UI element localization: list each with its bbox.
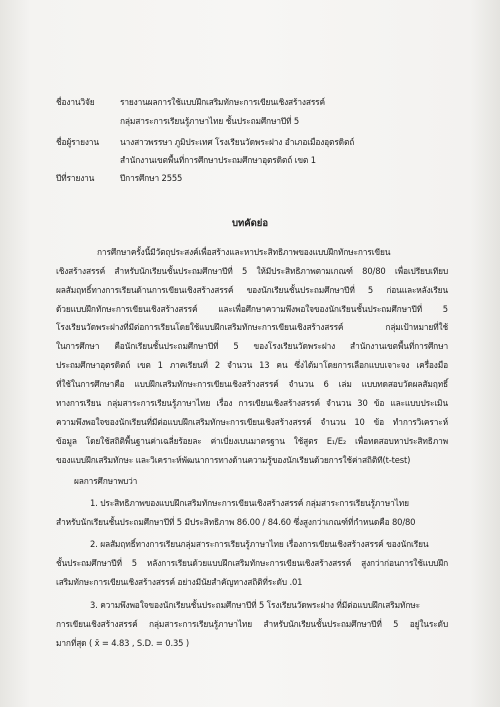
reporter-label: ชื่อผู้รายงาน <box>56 137 99 147</box>
result-2-line-1: 2. ผลสัมฤทธิ์ทางการเรียนกลุ่มสาระการเรียนรู้ภาษาไทย เรื่องการเขียนเชิงสร้างสรรค์ ของนักเรียน <box>90 539 429 549</box>
abstract-line-10: ความพึงพอใจของนักเรียนที่มีต่อแบบฝึกเสริมทักษะการเขียนเชิงสร้างสรรค์ จำนวน 10 ข้อ ทำการวิเคราะห์ <box>56 417 448 427</box>
result-2-line-3: เสริมทักษะการเขียนเชิงสร้างสรรค์ อย่างมีนัยสำคัญทางสถิติที่ระดับ .01 <box>56 577 303 587</box>
research-title-label: ชื่องานวิจัย <box>56 97 95 107</box>
reporter-line-2: สำนักงานเขตพื้นที่การศึกษาประถมศึกษาอุตรดิตถ์ เขต 1 <box>120 155 316 165</box>
abstract-line-9: ทางการเรียน กลุ่มสาระการเรียนรู้ภาษาไทย เรื่อง การเขียนเชิงสร้างสรรค์ จำนวน 30 ข้อ และแบบประเมิน <box>56 398 448 408</box>
abstract-line-5: โรงเรียนวัดพระฝางที่มีต่อการเรียนโดยใช้แบบฝึกเสริมทักษะการเขียนเชิงสร้างสรรค์ กลุ่มเป้าหมายที่ใช้ <box>56 322 448 332</box>
abstract-line-12: ของแบบฝึกเสริมทักษะ และวิเคราะห์พัฒนาการทางด้านความรู้ของนักเรียนด้วยการใช้ค่าสถิติที(t-test) <box>56 455 411 465</box>
research-title-line-1: รายงานผลการใช้แบบฝึกเสริมทักษะการเขียนเชิงสร้างสรรค์ <box>120 97 325 107</box>
abstract-line-4: ด้วยแบบฝึกทักษะการเขียนเชิงสร้างสรรค์ และเพื่อศึกษาความพึงพอใจของนักเรียนชั้นประถมศึกษาปีที่ 5 <box>56 304 448 314</box>
results-heading: ผลการศึกษาพบว่า <box>74 476 138 486</box>
abstract-line-8: ที่ใช้ในการศึกษาคือ แบบฝึกเสริมทักษะการเขียนเชิงสร้างสรรค์ จำนวน 6 เล่ม แบบทดสอบวัดผลสัมฤทธิ์ <box>56 379 448 389</box>
abstract-line-11: ข้อมูล โดยใช้สถิติพื้นฐานค่าเฉลี่ยร้อยละ ค่าเบี่ยงเบนมาตรฐาน ใช้สูตร E₁/E₂ เพื่อทดสอบหาประสิทธิภาพ <box>56 436 448 446</box>
result-3-line-1: 3. ความพึงพอใจของนักเรียนชั้นประถมศึกษาปีที่ 5 โรงเรียนวัดพระฝาง ที่มีต่อแบบฝึกเสริมทักษะ <box>90 600 420 610</box>
result-2-line-2: ชั้นประถมศึกษาปีที่ 5 หลังการเรียนด้วยแบบฝึกเสริมทักษะการเขียนเชิงสร้างสรรค์ สูงกว่าก่อนการใช้แบบฝึก <box>56 558 448 568</box>
result-1-line-2: สำหรับนักเรียนชั้นประถมศึกษาปีที่ 5 มีประสิทธิภาพ 86.00 / 84.60 ซึ่งสูงกว่าเกณฑ์ที่กำหนดคือ 80/80 <box>56 517 416 527</box>
abstract-title: บทคัดย่อ <box>231 218 269 229</box>
abstract-line-3: ผลสัมฤทธิ์ทางการเรียนด้านการเขียนเชิงสร้างสรรค์ ของนักเรียนชั้นประถมศึกษาปีที่ 5 ก่อนและหลังเรียน <box>56 285 448 295</box>
report-year-value: ปีการศึกษา 2555 <box>120 173 183 183</box>
abstract-line-1: การศึกษาครั้งนี้มีวัตถุประสงค์เพื่อสร้างและหาประสิทธิภาพของแบบฝึกทักษะการเขียน <box>97 247 391 257</box>
abstract-line-6: ในการศึกษา คือนักเรียนชั้นประถมศึกษาปีที่ 5 ของโรงเรียนวัดพระฝาง สำนักงานเขตพื้นที่การศึกษา <box>56 341 448 351</box>
report-year-label: ปีที่รายงาน <box>56 173 95 183</box>
result-3-line-2: การเขียนเชิงสร้างสรรค์ กลุ่มสาระการเรียนรู้ภาษาไทย สำหรับนักเรียนชั้นประถมศึกษาปีที่ 5 อยู่ในระดับ <box>56 619 448 629</box>
abstract-line-7: ประถมศึกษาอุตรดิตถ์ เขต 1 ภาคเรียนที่ 2 จำนวน 13 คน ซึ่งได้มาโดยการเลือกแบบเจาะจง เครื่องมือ <box>56 360 448 370</box>
result-3-line-3: มากที่สุด ( x̄ = 4.83 , S.D. = 0.35 ) <box>56 638 189 648</box>
abstract-line-2: เชิงสร้างสรรค์ สำหรับนักเรียนชั้นประถมศึกษาปีที่ 5 ให้มีประสิทธิภาพตามเกณฑ์ 80/80 เพื่อเปรียบเทียบ <box>56 266 448 276</box>
reporter-line-1: นางสาวพรรษา ภูมิประเทศ โรงเรียนวัดพระฝาง อำเภอเมืองอุตรดิตถ์ <box>120 137 355 147</box>
result-1-line-1: 1. ประสิทธิภาพของแบบฝึกเสริมทักษะการเขียนเชิงสร้างสรรค์ กลุ่มสาระการเรียนรู้ภาษาไทย <box>90 498 409 508</box>
research-title-line-2: กลุ่มสาระการเรียนรู้ภาษาไทย ชั้นประถมศึกษาปีที่ 5 <box>120 116 300 126</box>
